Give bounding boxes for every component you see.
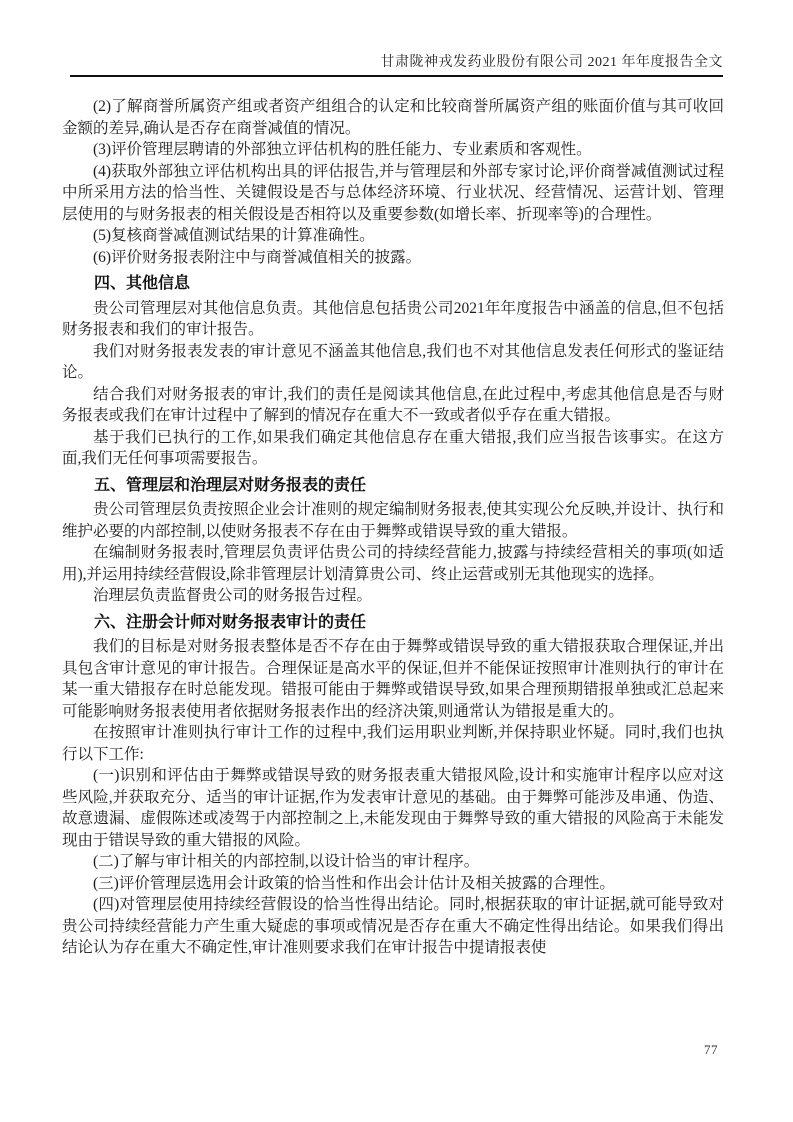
paragraph-other-info-4: 基于我们已执行的工作,如果我们确定其他信息存在重大错报,我们应当报告该事实。在这方面,我们无任何事项需要报告。 bbox=[62, 428, 724, 467]
paragraph-other-info-2: 我们对财务报表发表的审计意见不涵盖其他信息,我们也不对其他信息发表任何形式的鉴证结论。 bbox=[62, 342, 724, 381]
header-title: 甘肃陇神戎发药业股份有限公司 2021 年年度报告全文 bbox=[380, 55, 723, 70]
section-heading-other-information: 四、其他信息 bbox=[94, 275, 191, 292]
paragraph-auditor-1: 我们的目标是对财务报表整体是否不存在由于舞弊或错误导致的重大错报获取合理保证,并出具包含审计意见的审计报告。合理保证是高水平的保证,但并不能保证按照审计准则执行的审计在某一重大错报存在时总能发现。错报可能由于舞弊或错误导致,如果合理预期错报单独或汇总起来可能影响财务报表使用者依据财务报表作出的经济决策,则通常认为错报是重大的。 bbox=[62, 638, 724, 720]
paragraph-other-info-1: 贵公司管理层对其他信息负责。其他信息包括贵公司2021年年度报告中涵盖的信息,但不包括财务报表和我们的审计报告。 bbox=[62, 299, 724, 338]
section-heading-management-responsibility: 五、管理层和治理层对财务报表的责任 bbox=[94, 476, 367, 494]
paragraph-auditor-work-1: (一)识别和评估由于舞弊或错误导致的财务报表重大错报风险,设计和实施审计程序以应对这些风险,并获取充分、适当的审计证据,作为发表审计意见的基础。由于舞弊可能涉及串通、伪造、故意遗漏、虚假陈述或凌驾于内部控制之上,未能发现由于舞弊导致的重大错报的风险高于未能发现由于错误导致的重大错报的风险。 bbox=[62, 767, 724, 849]
paragraph-auditor-work-2: (二)了解与审计相关的内部控制,以设计恰当的审计程序。 bbox=[93, 853, 480, 870]
paragraph-other-info-3: 结合我们对财务报表的审计,我们的责任是阅读其他信息,在此过程中,考虑其他信息是否与财务报表或我们在审计过程中了解到的情况存在重大不一致或者似乎存在重大错报。 bbox=[62, 385, 724, 424]
paragraph-goodwill-step-3: (3)评价管理层聘请的外部独立评估机构的胜任能力、专业素质和客观性。 bbox=[93, 141, 592, 158]
page-footer bbox=[0, 1042, 793, 1062]
paragraph-goodwill-step-5: (5)复核商誉减值测试结果的计算准确性。 bbox=[93, 227, 375, 244]
paragraph-auditor-work-4: (四)对管理层使用持续经营假设的恰当性得出结论。同时,根据获取的审计证据,就可能导致对贵公司持续经营能力产生重大疑虑的事项或情况是否存在重大不确定性得出结论。如果我们得出结论认为存在重大不确定性,审计准则要求我们在审计报告中提请报表使 bbox=[62, 896, 724, 956]
paragraph-goodwill-step-6: (6)评价财务报表附注中与商誉减值相关的披露。 bbox=[93, 248, 422, 266]
paragraph-management-1: 贵公司管理层负责按照企业会计准则的规定编制财务报表,使其实现公允反映,并设计、执行和维护必要的内部控制,以使财务报表不存在由于舞弊或错误导致的重大错报。 bbox=[62, 501, 724, 540]
paragraph-auditor-work-3: (三)评价管理层选用会计政策的恰当性和作出会计估计及相关披露的合理性。 bbox=[93, 874, 615, 892]
document-body bbox=[62, 96, 724, 959]
paragraph-management-2: 在编制财务报表时,管理层负责评估贵公司的持续经营能力,披露与持续经营相关的事项(如适用),并运用持续经营假设,除非管理层计划清算贵公司、终止运营或别无其他现实的选择。 bbox=[62, 544, 724, 583]
header-rule bbox=[70, 75, 723, 77]
paragraph-management-3: 治理层负责监督贵公司的财务报告过程。 bbox=[93, 587, 373, 604]
paragraph-auditor-2: 在按照审计准则执行审计工作的过程中,我们运用职业判断,并保持职业怀疑。同时,我们也执行以下工作: bbox=[62, 724, 724, 763]
section-heading-auditor-responsibility: 六、注册会计师对财务报表审计的责任 bbox=[94, 613, 367, 631]
paragraph-goodwill-step-2: (2)了解商誉所属资产组或者资产组组合的认定和比较商誉所属资产组的账面价值与其可收回金额的差异,确认是否存在商誉减值的情况。 bbox=[62, 98, 724, 137]
page-number: 77 bbox=[704, 1042, 718, 1057]
page-header bbox=[70, 0, 723, 77]
paragraph-goodwill-step-4: (4)获取外部独立评估机构出具的评估报告,并与管理层和外部专家讨论,评价商誉减值测试过程中所采用方法的恰当性、关键假设是否与总体经济环境、行业状况、经营情况、运营计划、管理层使用的与财务报表的相关假设是否相符以及重要参数(如增长率、折现率等)的合理性。 bbox=[62, 162, 724, 223]
